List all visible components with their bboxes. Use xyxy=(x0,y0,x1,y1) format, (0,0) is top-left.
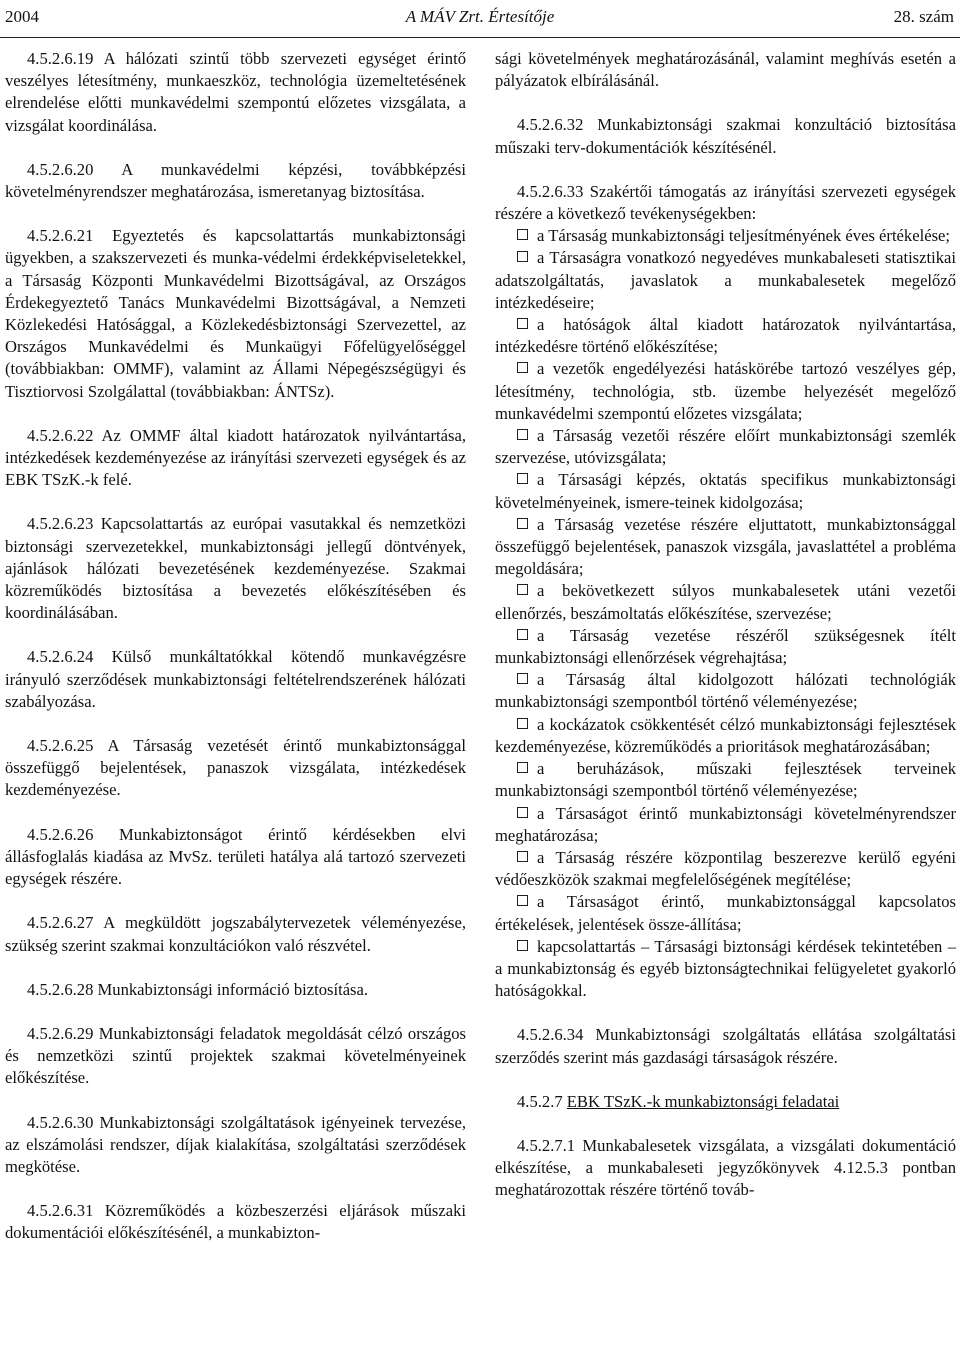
checkbox-bullet-icon xyxy=(517,362,528,373)
list-item xyxy=(495,514,956,581)
paragraph-4-5-2-6-27 xyxy=(5,912,466,956)
list-item xyxy=(495,314,956,358)
paragraph-4-5-2-6-34 xyxy=(495,1024,956,1068)
list-item-text: a Társaságot érintő, munkabiztonsággal kapcsolatos értékelések, jelentések össze-állítása; xyxy=(495,892,956,934)
page-header xyxy=(0,0,960,34)
header-year: 2004 xyxy=(5,7,39,26)
paragraph-text: A megküldött jogszabálytervezetek véleményezése, szükség szerint szakmai konzultációkon való részvétel. xyxy=(5,913,466,955)
list-item-text: a hatóságok által kiadott határozatok nyilvántartása, intézkedésre történő előkészítése; xyxy=(495,315,956,357)
list-item-text: kapcsolattartás – Társasági biztonsági kérdések tekintetében – a munkabiztonság és egyéb biztonságtechnikai felügyeletet gyakorló hatóságokkal. xyxy=(495,936,956,1001)
paragraph-4-5-2-6-31 xyxy=(5,1200,466,1244)
checkbox-bullet-icon xyxy=(517,718,528,729)
paragraph-number: 4.5.2.6.24 xyxy=(27,647,94,667)
list-item-text: a Társaságra vonatkozó negyedéves munkabaleseti statisztikai adatszolgáltatás, javaslatok a munkabalesetek megelőző intézkedéseire; xyxy=(495,248,956,312)
checkbox-bullet-icon xyxy=(517,584,528,595)
list-item xyxy=(495,669,956,713)
paragraph-4-5-2-6-21 xyxy=(5,225,466,403)
paragraph-number: 4.5.2.6.33 xyxy=(517,181,584,201)
list-item xyxy=(495,891,956,935)
header-issue-number: 28. szám xyxy=(893,7,954,26)
paragraph-text: Munkabiztonságot érintő kérdésekben elvi állásfoglalás kiadása az MvSz. területi hatálya alá tartozó szervezeti egységek részére. xyxy=(5,824,466,889)
paragraph-text: Munkabalesetek vizsgálata, a vizsgálati dokumentáció elkészítése, a munkabaleseti jegyzőkönyvek 4.12.5.3 pontban meghatározottak részére történő továb- xyxy=(495,1135,956,1200)
list-item-text: a kockázatok csökkentését célzó munkabiztonsági fejlesztések kezdeményezése, közreműködés a prioritások meghatározásában; xyxy=(495,714,956,756)
checkbox-bullet-icon xyxy=(517,318,528,329)
paragraph-4-5-2-6-32 xyxy=(495,114,956,158)
list-item xyxy=(495,847,956,891)
paragraph-4-5-2-6-19 xyxy=(5,48,466,137)
list-item xyxy=(495,358,956,425)
paragraph-text: Közreműködés a közbeszerzési eljárások műszaki dokumentációi előkészítésénél, a munkabizton- xyxy=(5,1201,466,1243)
list-item xyxy=(495,580,956,624)
paragraph-4-5-2-6-20 xyxy=(5,159,466,203)
paragraph-number: 4.5.2.6.20 xyxy=(27,159,94,179)
paragraph-text: Munkabiztonsági szakmai konzultáció biztosítása műszaki terv-dokumentációk készítésénél. xyxy=(495,115,956,157)
paragraph-text: A Társaság vezetését érintő munkabiztonsággal összefüggő bejelentések, panaszok vizsgálata, intézkedések kezdeményezése. xyxy=(5,736,466,800)
paragraph-4-5-2-6-25 xyxy=(5,735,466,802)
section-title: EBK TSzK.-k munkabiztonsági feladatai xyxy=(566,1091,840,1111)
paragraph-text: Szakértői támogatás az irányítási szervezeti egységek részére a következő tevékenységekben: xyxy=(495,181,956,224)
paragraph-number: 4.5.2.6.19 xyxy=(27,49,94,68)
checkbox-bullet-icon xyxy=(517,251,528,262)
list-item xyxy=(495,425,956,469)
paragraph-number: 4.5.2.7.1 xyxy=(517,1135,576,1155)
paragraph-text: A hálózati szintű több szervezeti egységet érintő veszélyes létesítmény, munkaeszköz, technológia üzemeltetésének elrendelése előtti munkavédelmi szempontú előzetes vizsgálata, a vizsgálat koordinálása. xyxy=(5,49,466,135)
list-item-text: a Társaságot érintő munkabiztonsági követelményrendszer meghatározása; xyxy=(495,803,956,845)
paragraph-number: 4.5.2.6.28 xyxy=(27,979,94,999)
list-item-text: a vezetők engedélyezési hatáskörébe tartozó veszélyes gép, létesítmény, technológia, stb. üzembe helyezését megelőző munkavédelmi szempontú előzetes vizsgálata; xyxy=(495,359,956,423)
paragraph-number: 4.5.2.6.22 xyxy=(27,425,94,445)
list-item-text: a Társaság vezetői részére előírt munkabiztonsági szemlék szervezése, utóvizsgálata; xyxy=(495,426,956,468)
header-rule xyxy=(0,37,960,38)
paragraph-text: Egyeztetés és kapcsolattartás munkabiztonsági ügyekben, a szakszervezeti és munka-védelmi érdekképviseletekkel, a Társaság Központi Munkavédelmi Bizottságával, az Országos Érdekegyeztető Tanács Munkavédelmi Bizottságával, a Nemzeti Közlekedési Hatósággal, a Közlekedésbiztonsági Szervezettel, az Országos Munkavédelmi és Munkaügyi Főfelügyelőséggel (továbbiakban: OMMF), valamint az Állami Népegészségügyi és Tisztiorvosi Szolgálattal (továbbiakban: ÁNTSz). xyxy=(5,226,466,401)
section-heading-4-5-2-7 xyxy=(495,1091,956,1113)
list-item xyxy=(495,469,956,513)
paragraph-number: 4.5.2.6.34 xyxy=(517,1025,584,1045)
checkbox-bullet-icon xyxy=(517,851,528,862)
list-item xyxy=(495,247,956,314)
paragraph-text: Munkabiztonsági feladatok megoldását célzó országos és nemzetközi szintű projektek szakmai követelményeinek előkészítése. xyxy=(5,1023,466,1088)
checkbox-bullet-icon xyxy=(517,429,528,440)
paragraph-number: 4.5.2.6.25 xyxy=(27,736,94,756)
paragraph-4-5-2-7-1 xyxy=(495,1135,956,1202)
paragraph-text: Munkabiztonsági információ biztosítása. xyxy=(93,979,369,999)
checkbox-bullet-icon xyxy=(517,629,528,640)
checkbox-bullet-icon xyxy=(517,673,528,684)
list-item-text: a Társasági képzés, oktatás specifikus munkabiztonsági követelményeinek, ismere-teinek kidolgozása; xyxy=(495,470,956,512)
paragraph-4-5-2-6-22 xyxy=(5,425,466,492)
paragraph-number: 4.5.2.6.26 xyxy=(27,824,94,844)
list-item xyxy=(495,714,956,758)
list-item-text: a Társaság által kidolgozott hálózati technológiák munkabiztonsági szempontból történő véleményezése; xyxy=(495,670,956,712)
checkbox-bullet-icon xyxy=(517,807,528,818)
list-item-text: a Társaság vezetése részéről szükségesnek ítélt munkabiztonsági ellenőrzések végrehajtása; xyxy=(495,625,956,668)
paragraph-number: 4.5.2.6.21 xyxy=(27,226,94,246)
paragraph-4-5-2-6-28 xyxy=(5,979,466,1001)
paragraph-number: 4.5.2.6.31 xyxy=(27,1201,94,1221)
paragraph-number: 4.5.2.6.32 xyxy=(517,115,584,135)
right-column xyxy=(495,48,956,1224)
checkbox-bullet-icon xyxy=(517,940,528,951)
left-column xyxy=(5,48,466,1267)
paragraph-text: Külső munkáltatókkal kötendő munkavégzésre irányuló szerződések munkabiztonsági feltételrendszerének hálózati szabályozása. xyxy=(5,647,466,711)
paragraph-4-5-2-6-23 xyxy=(5,513,466,624)
list-item-text: a Társaság vezetése részére eljuttatott, munkabiztonsággal összefüggő bejelentések, panaszok vizsgála, javaslattétel a probléma megoldására; xyxy=(495,514,956,579)
checkbox-bullet-icon xyxy=(517,518,528,529)
paragraph-4-5-2-6-30 xyxy=(5,1112,466,1179)
list-item xyxy=(495,936,956,1003)
paragraph-4-5-2-6-33 xyxy=(495,181,956,225)
list-item xyxy=(495,625,956,669)
paragraph-number: 4.5.2.6.30 xyxy=(27,1112,94,1132)
paragraph-text: Az OMMF által kiadott határozatok nyilvántartása, intézkedések kezdeményezése az irányítási szervezeti egységek és az EBK TSzK.-k felé. xyxy=(5,425,466,490)
list-item-text: a bekövetkezett súlyos munkabalesetek utáni vezetői ellenőrzés, beszámoltatás előkészítése, szervezése; xyxy=(495,581,956,623)
checkbox-bullet-icon xyxy=(517,762,528,773)
list-item xyxy=(495,803,956,847)
section-number: 4.5.2.7 xyxy=(517,1091,563,1111)
list-item-text: a beruházások, műszaki fejlesztések terveinek munkabiztonsági szempontból történő véleményezése; xyxy=(495,759,956,801)
paragraph-number: 4.5.2.6.23 xyxy=(27,514,94,534)
paragraph-4-5-2-6-26 xyxy=(5,824,466,891)
paragraph-text: Munkabiztonsági szolgáltatás ellátása szolgáltatási szerződés szerint más gazdasági társaságok részére. xyxy=(495,1025,956,1067)
checkbox-bullet-icon xyxy=(517,473,528,484)
list-item xyxy=(495,225,956,247)
list-item-text: a Társaság részére központilag beszerezve kerülő egyéni védőeszközök szakmai megfelelőségének megítélése; xyxy=(495,847,956,890)
paragraph-text: A munkavédelmi képzési, továbbképzési követelményrendszer meghatározása, ismeretanyag biztosítása. xyxy=(5,159,466,202)
list-item-text: a Társaság munkabiztonsági teljesítményének éves értékelése; xyxy=(537,226,950,246)
paragraph-number: 4.5.2.6.27 xyxy=(27,913,94,933)
list-item xyxy=(495,758,956,802)
paragraph-4-5-2-6-24 xyxy=(5,646,466,713)
header-publication-title: A MÁV Zrt. Értesítője xyxy=(405,7,555,26)
checkbox-bullet-icon xyxy=(517,895,528,906)
paragraph-number: 4.5.2.6.29 xyxy=(27,1023,94,1043)
paragraph-continuation: sági követelmények meghatározásánál, valamint meghívás esetén a pályázatok elbírálásánál. xyxy=(495,49,956,91)
paragraph-text: Munkabiztonsági szolgáltatások igényeinek tervezése, az elszámolási rendszer, díjak kialakítása, szolgáltatási szerződések megkötése. xyxy=(5,1112,466,1176)
paragraph-text: Kapcsolattartás az európai vasutakkal és nemzetközi biztonsági szervezetekkel, munkabiztonsági jellegű döntvények, ajánlások hálózati bevezetésének kezdeményezése. Szakmai közreműködés biztosítása a bevezetés előkészítésében és koordinálásában. xyxy=(5,514,466,623)
paragraph-4-5-2-6-29 xyxy=(5,1023,466,1090)
checkbox-bullet-icon xyxy=(517,229,528,240)
